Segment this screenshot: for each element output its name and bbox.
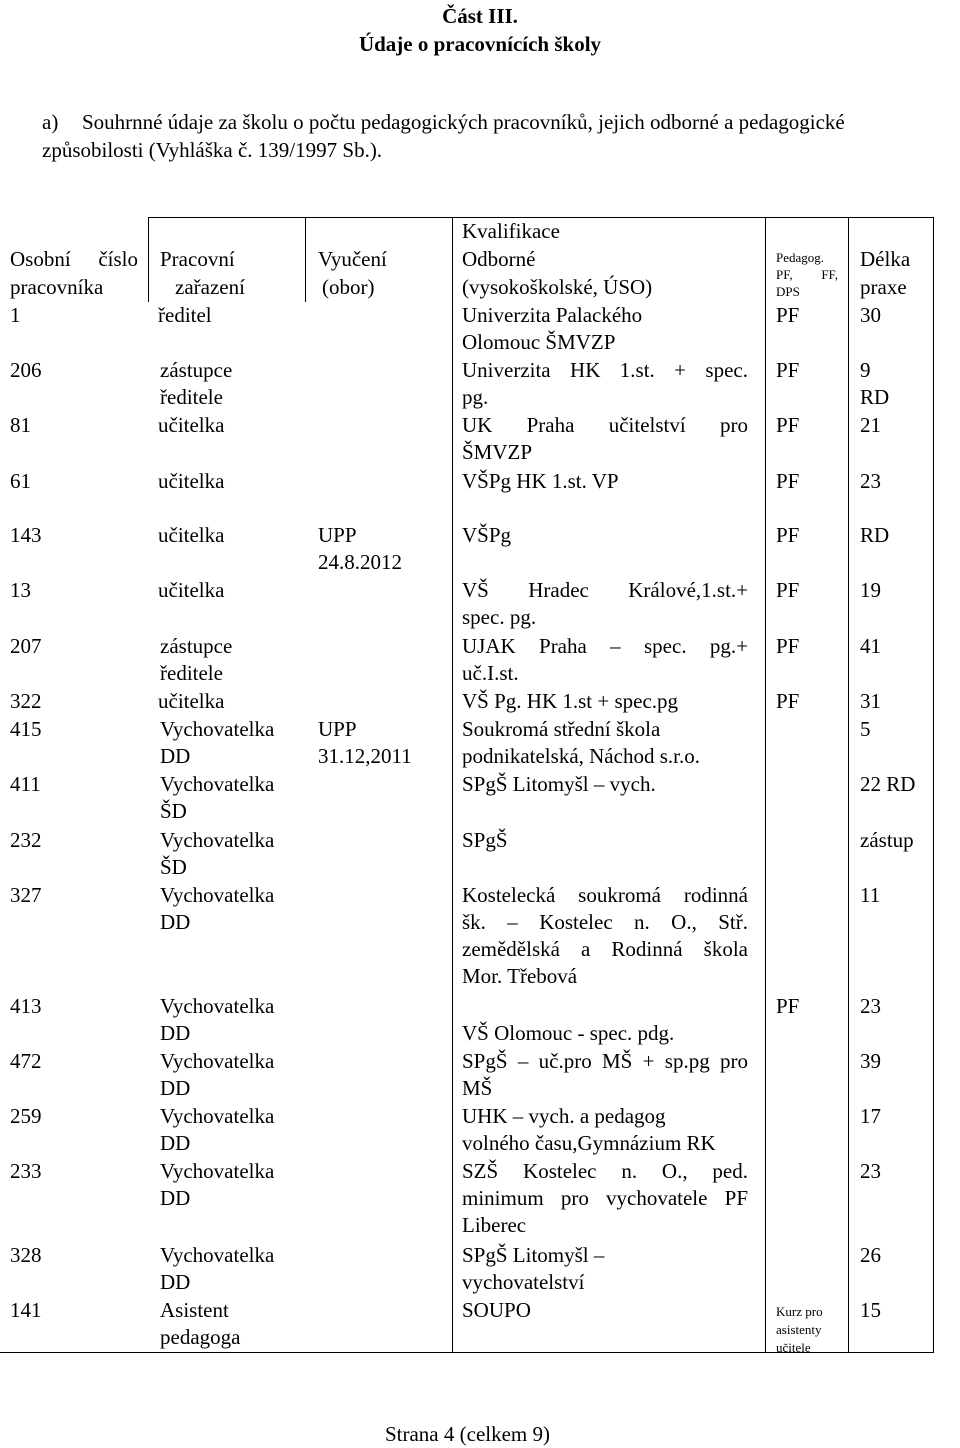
cell-number: 81	[10, 413, 31, 437]
cell-position-line1: Vychovatelka	[160, 717, 275, 741]
cell-number: 472	[10, 1049, 42, 1073]
cell-train-line1: UPP	[318, 523, 357, 547]
cell-position-line1: Vychovatelka	[160, 994, 275, 1018]
cell-position-line2: DD	[160, 744, 191, 768]
header-practice-line1: Délka	[860, 247, 911, 271]
cell-number: 328	[10, 1243, 42, 1267]
cell-position-line2: DD	[160, 1131, 191, 1155]
page-footer: Strana 4 (celkem 9)	[384, 1422, 551, 1446]
cell-prof-line2: volného času,Gymnázium RK	[462, 1131, 716, 1155]
cell-position-line2: DD	[160, 1021, 191, 1045]
cell-position: učitelka	[158, 578, 225, 602]
cell-prax: 41	[860, 634, 881, 658]
cell-ped: PF	[776, 689, 800, 713]
cell-position-line1: Vychovatelka	[160, 1049, 275, 1073]
cell-prax: 15	[860, 1298, 881, 1322]
cell-position-line2: DD	[160, 1270, 191, 1294]
cell-number: 61	[10, 469, 31, 493]
cell-prax: RD	[860, 523, 890, 547]
cell-ped-line1: Kurz pro	[776, 1304, 823, 1319]
cell-prax: zástup	[860, 828, 914, 852]
intro-paragraph	[42, 108, 952, 164]
cell-number: 1	[10, 303, 21, 327]
cell-prof-line2: šk. – Kostelec n. O., Stř.	[462, 910, 748, 934]
cell-prof-line2: spec. pg.	[462, 605, 537, 629]
cell-position-line1: Vychovatelka	[160, 1243, 275, 1267]
header-pedagog-line3: DPS	[776, 284, 800, 299]
cell-position-line2: ŠD	[160, 799, 187, 823]
cell-number: 206	[10, 358, 42, 382]
cell-position-line1: Asistent	[160, 1298, 229, 1322]
cell-prof: SPgŠ	[462, 828, 508, 852]
cell-ped: PF	[776, 523, 800, 547]
column-divider-pedagog	[765, 217, 766, 1352]
header-divider-1	[148, 217, 149, 302]
table-right-border	[933, 217, 934, 1352]
cell-prax: 22 RD	[860, 772, 916, 796]
cell-prof: VŠ Pg. HK 1.st + spec.pg	[462, 689, 679, 713]
cell-prax: 23	[860, 1159, 881, 1183]
cell-prax-line2: RD	[860, 385, 890, 409]
cell-number: 415	[10, 717, 42, 741]
column-divider-practice	[848, 217, 849, 1352]
header-professional-line1: Odborné	[462, 247, 536, 271]
cell-prof-line1: Soukromá střední škola	[462, 717, 661, 741]
cell-prof-line1: Univerzita Palackého	[462, 303, 643, 327]
header-qualification: Kvalifikace	[462, 219, 560, 243]
cell-prof-line1: VŠ Hradec Králové,1.st.+	[462, 578, 748, 602]
cell-prof-line2: podnikatelská, Náchod s.r.o.	[462, 744, 700, 768]
cell-prof-line3: zemědělská a Rodinná škola	[462, 937, 748, 961]
cell-prax: 19	[860, 578, 881, 602]
header-position-line1: Pracovní	[160, 247, 235, 271]
cell-prax-line1: 9	[860, 358, 871, 382]
column-divider-qualification	[452, 217, 453, 1352]
header-divider-2	[305, 217, 306, 302]
cell-number: 141	[10, 1298, 42, 1322]
cell-position: učitelka	[158, 469, 225, 493]
cell-prax: 5	[860, 717, 871, 741]
cell-position-line1: Vychovatelka	[160, 1159, 275, 1183]
cell-ped: PF	[776, 634, 800, 658]
cell-prof-line2: uč.I.st.	[462, 661, 519, 685]
cell-prax: 26	[860, 1243, 881, 1267]
cell-train-line2: 24.8.2012	[318, 550, 402, 574]
cell-number: 233	[10, 1159, 42, 1183]
cell-number: 327	[10, 883, 42, 907]
cell-prof-line1: SPgŠ Litomyšl –	[462, 1243, 605, 1267]
cell-position-line2: DD	[160, 1186, 191, 1210]
cell-position: učitelka	[158, 523, 225, 547]
section-title: Údaje o pracovnících školy	[358, 32, 602, 56]
cell-number: 259	[10, 1104, 42, 1128]
cell-number: 143	[10, 523, 42, 547]
cell-position: učitelka	[158, 689, 225, 713]
cell-prof-line1: UJAK Praha – spec. pg.+	[462, 634, 748, 658]
cell-number: 232	[10, 828, 42, 852]
cell-position: učitelka	[158, 413, 225, 437]
cell-prax: 23	[860, 994, 881, 1018]
cell-prax: 21	[860, 413, 881, 437]
cell-position-line1: Vychovatelka	[160, 828, 275, 852]
intro-letter: a)	[42, 110, 59, 134]
cell-prax: 17	[860, 1104, 881, 1128]
cell-position-line1: zástupce	[160, 634, 233, 658]
cell-prof-line4: Mor. Třebová	[462, 964, 578, 988]
header-training-line1: Vyučení	[318, 247, 387, 271]
intro-text-line2: způsobilosti (Vyhláška č. 139/1997 Sb.).	[42, 138, 383, 162]
cell-position-line2: DD	[160, 1076, 191, 1100]
cell-position-line1: Vychovatelka	[160, 883, 275, 907]
cell-prof-line1: Kostelecká soukromá rodinná	[462, 883, 748, 907]
cell-prof: VŠPg	[462, 523, 512, 547]
cell-ped: PF	[776, 469, 800, 493]
cell-prof-line2: ŠMVZP	[462, 440, 533, 464]
cell-prof-line1: SZŠ Kostelec n. O., ped.	[462, 1159, 748, 1183]
cell-position-line1: zástupce	[160, 358, 233, 382]
cell-prof-line2: MŠ	[462, 1076, 493, 1100]
cell-position-line2: ŠD	[160, 855, 187, 879]
cell-prax: 39	[860, 1049, 881, 1073]
cell-ped: PF	[776, 358, 800, 382]
cell-prof: SPgŠ Litomyšl – vych.	[462, 772, 656, 796]
header-position-line2: zařazení	[175, 275, 245, 299]
cell-position: ředitel	[158, 303, 212, 327]
header-pedagog-line1: Pedagog.	[776, 250, 825, 265]
cell-prof-line2: Olomouc ŠMVZP	[462, 330, 616, 354]
header-professional-line2: (vysokoškolské, ÚSO)	[462, 275, 653, 299]
cell-train-line2: 31.12,2011	[318, 744, 412, 768]
cell-prof-line2: pg.	[462, 385, 489, 409]
cell-ped-line3: učitele	[776, 1340, 811, 1355]
cell-ped-line2: asistenty	[776, 1322, 822, 1337]
cell-ped: PF	[776, 994, 800, 1018]
header-practice-line2: praxe	[860, 275, 907, 299]
header-number-line2: pracovníka	[10, 275, 104, 299]
cell-prof-line2: VŠ Olomouc - spec. pdg.	[462, 1021, 675, 1045]
cell-prax: 31	[860, 689, 881, 713]
cell-ped: PF	[776, 303, 800, 327]
cell-number: 322	[10, 689, 42, 713]
cell-train-line1: UPP	[318, 717, 357, 741]
cell-prax: 23	[860, 469, 881, 493]
cell-prof: VŠPg HK 1.st. VP	[462, 469, 619, 493]
header-number-line1: Osobní číslo	[10, 247, 138, 271]
cell-ped: PF	[776, 578, 800, 602]
cell-ped: PF	[776, 413, 800, 437]
cell-prof-line1: UK Praha učitelství pro	[462, 413, 748, 437]
cell-position-line2: DD	[160, 910, 191, 934]
cell-position-line2: pedagoga	[160, 1325, 241, 1349]
header-training-line2: (obor)	[322, 275, 375, 299]
part-title: Část III.	[442, 4, 518, 28]
cell-prof-line3: Liberec	[462, 1213, 527, 1237]
cell-prax: 30	[860, 303, 881, 327]
intro-text-line1: Souhrnné údaje za školu o počtu pedagogických pracovníků, jejich odborné a pedagogické	[82, 110, 845, 134]
header-pedagog-line2: PF, FF,	[776, 267, 838, 282]
cell-prax: 11	[860, 883, 881, 907]
cell-position-line2: ředitele	[160, 385, 223, 409]
cell-prof-line1: UHK – vych. a pedagog	[462, 1104, 666, 1128]
cell-number: 413	[10, 994, 42, 1018]
cell-prof-line2: vychovatelství	[462, 1270, 585, 1294]
cell-prof: SOUPO	[462, 1298, 531, 1322]
cell-prof-line1: SPgŠ – uč.pro MŠ + sp.pg pro	[462, 1049, 748, 1073]
cell-prof-line1: Univerzita HK 1.st. + spec.	[462, 358, 748, 382]
cell-number: 13	[10, 578, 31, 602]
cell-number: 207	[10, 634, 42, 658]
cell-number: 411	[10, 772, 41, 796]
cell-position-line1: Vychovatelka	[160, 772, 275, 796]
cell-position-line2: ředitele	[160, 661, 223, 685]
cell-position-line1: Vychovatelka	[160, 1104, 275, 1128]
cell-prof-line2: minimum pro vychovatele PF	[462, 1186, 748, 1210]
